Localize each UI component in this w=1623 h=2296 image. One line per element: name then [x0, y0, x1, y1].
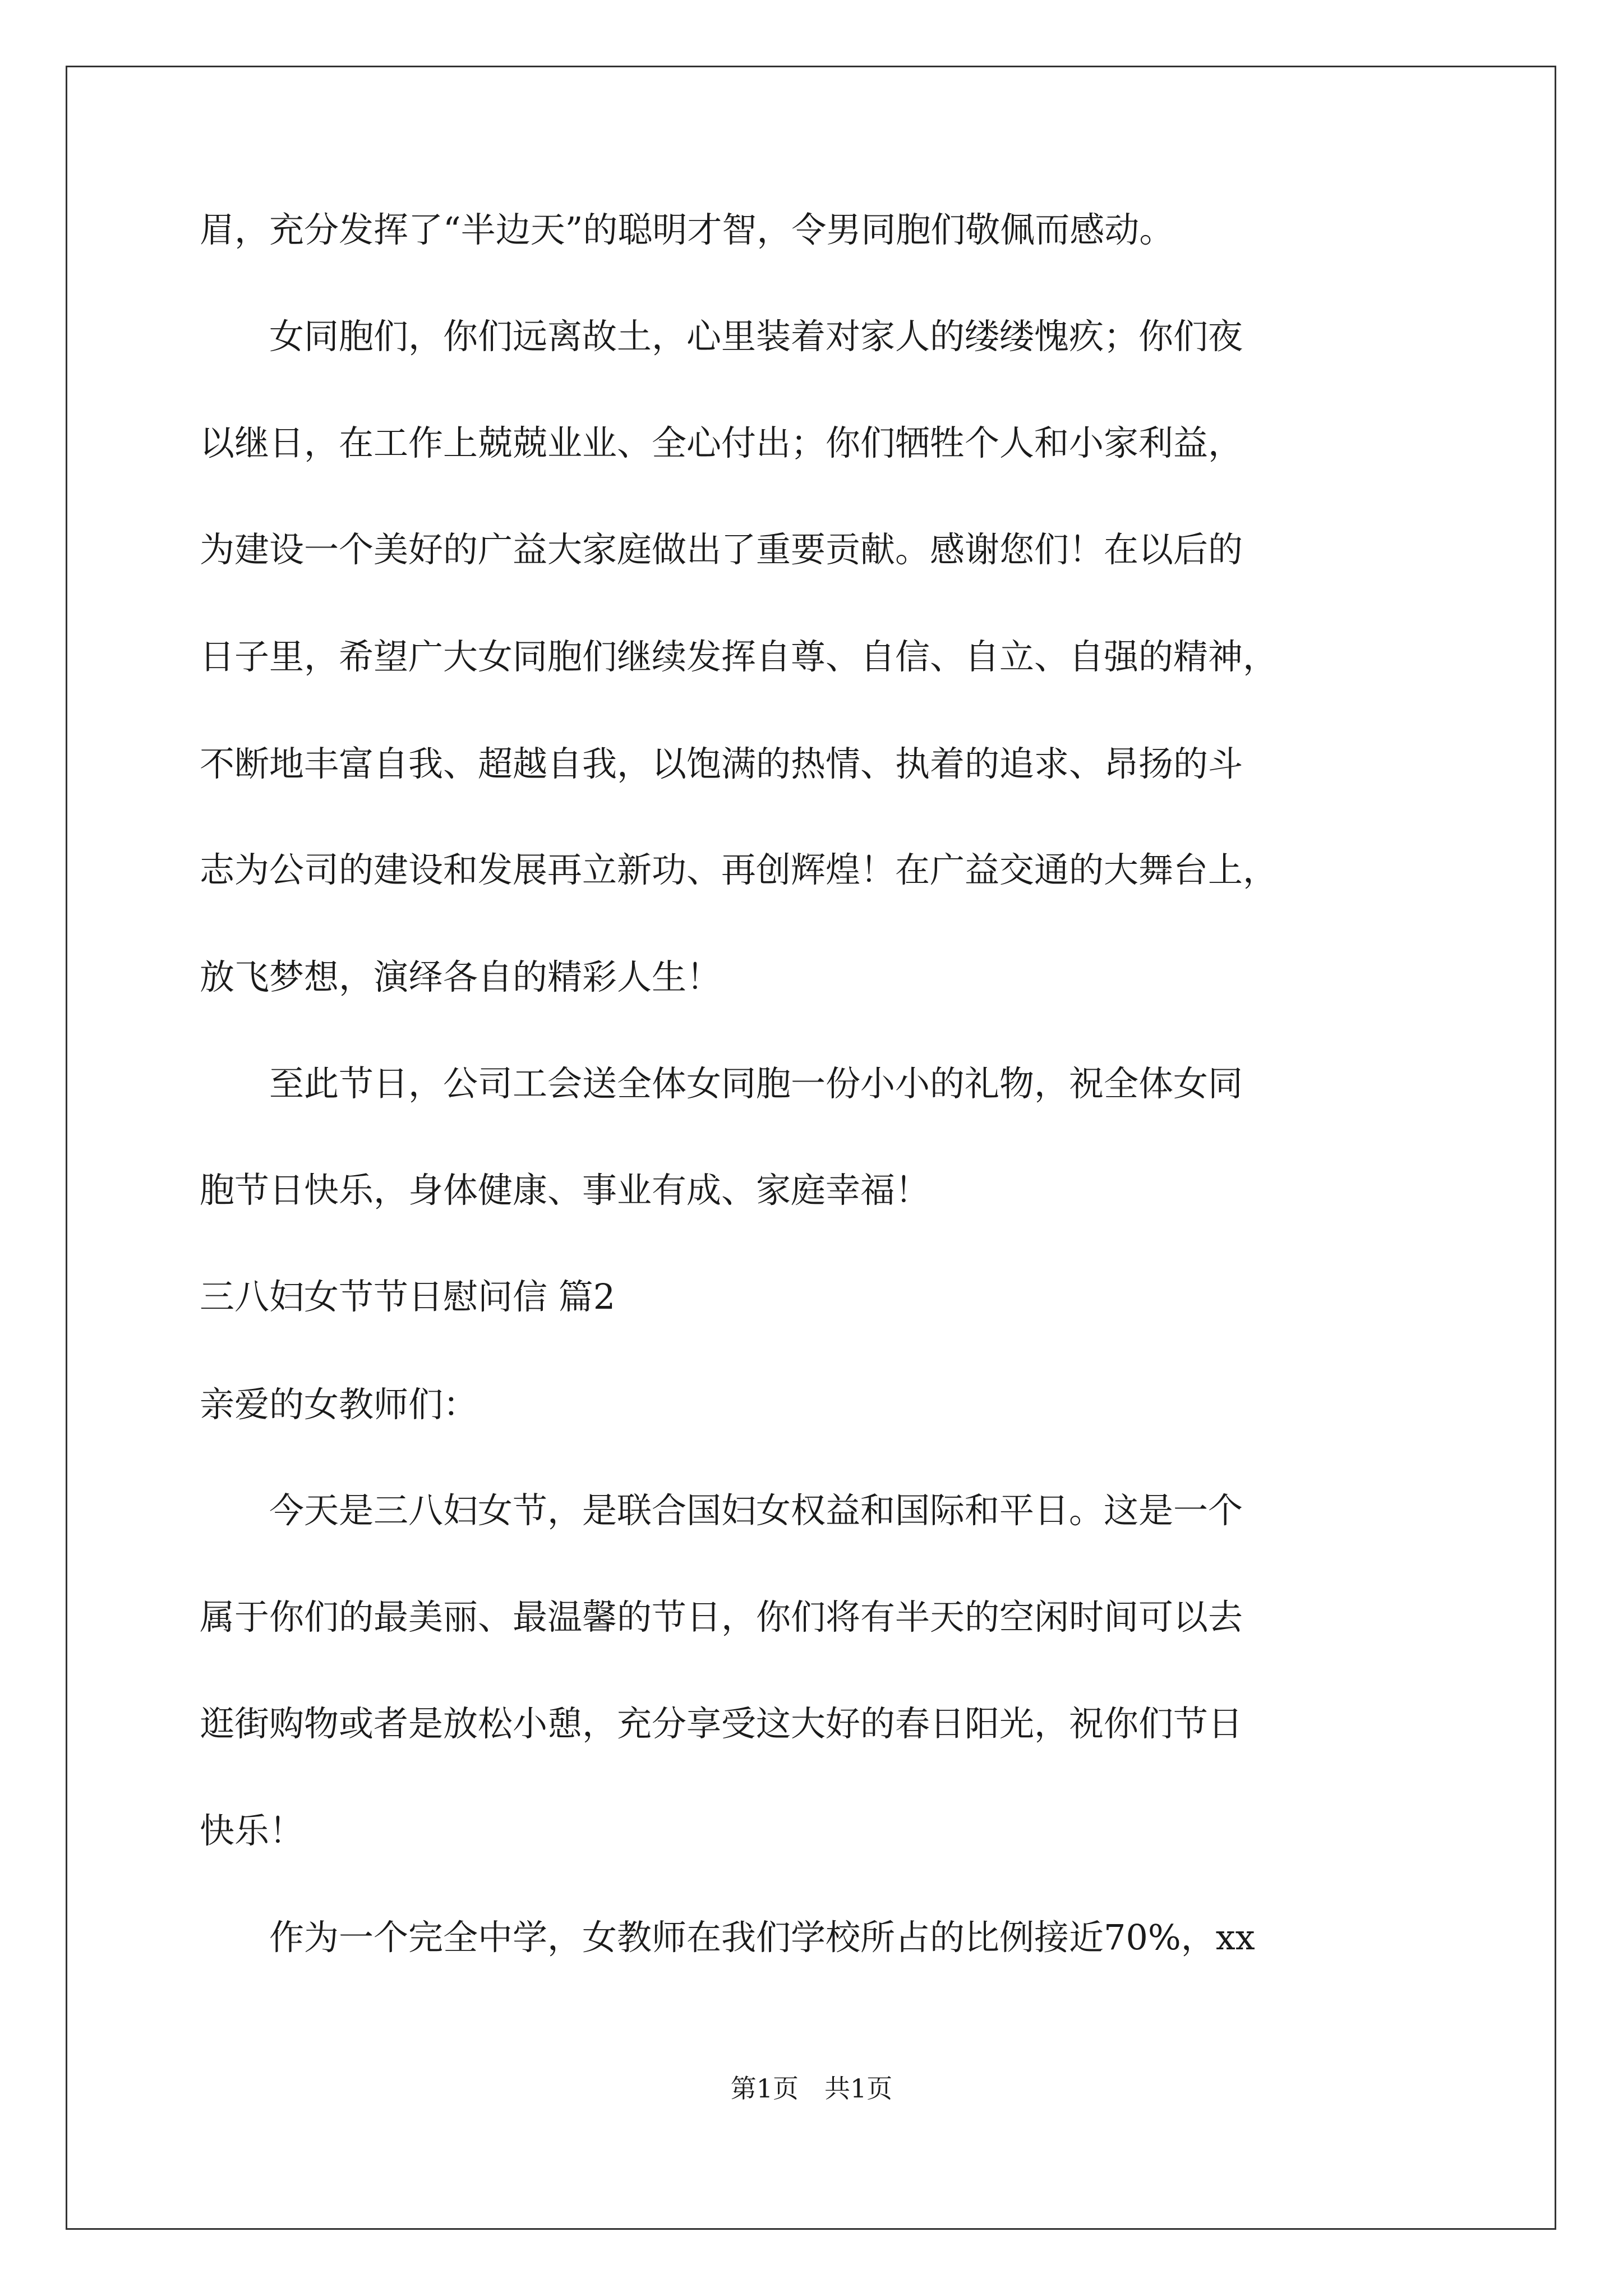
body-line-16: 快乐！ [200, 1810, 305, 1851]
body-line-14: 属于你们的最美丽、最温馨的节日，你们将有半天的空闲时间可以去 [200, 1596, 1243, 1637]
salutation: 亲爱的女教师们： [200, 1384, 478, 1425]
body-line-6: 不断地丰富自我、超越自我，以饱满的热情、执着的追求、昂扬的斗 [200, 743, 1243, 784]
page-number-footer: 第1页 共1页 [730, 2073, 893, 2104]
body-line-7: 志为公司的建设和发展再立新功、再创辉煌！在广益交通的大舞台上， [200, 849, 1278, 890]
body-line-2: 女同胞们，你们远离故土，心里装着对家人的缕缕愧疚；你们夜 [200, 316, 1243, 357]
page-border [66, 66, 1556, 2230]
body-line-15: 逛街购物或者是放松小憩，充分享受这大好的春日阳光，祝你们节日 [200, 1703, 1243, 1744]
body-line-8: 放飞梦想，演绎各自的精彩人生！ [200, 956, 722, 997]
section-heading: 三八妇女节节日慰问信 篇2 [200, 1276, 616, 1317]
body-line-9: 至此节日，公司工会送全体女同胞一份小小的礼物，祝全体女同 [200, 1063, 1243, 1104]
body-line-13: 今天是三八妇女节，是联合国妇女权益和国际和平日。这是一个 [200, 1490, 1243, 1531]
body-line-17: 作为一个完全中学，女教师在我们学校所占的比例接近70%，xx [200, 1917, 1255, 1958]
body-line-3: 以继日，在工作上兢兢业业、全心付出；你们牺牲个人和小家利益， [200, 422, 1243, 463]
body-line-4: 为建设一个美好的广益大家庭做出了重要贡献。感谢您们！在以后的 [200, 529, 1243, 570]
body-line-5: 日子里，希望广大女同胞们继续发挥自尊、自信、自立、自强的精神， [200, 636, 1278, 677]
body-line-10: 胞节日快乐，身体健康、事业有成、家庭幸福！ [200, 1170, 930, 1211]
body-line-1: 眉，充分发挥了“半边天”的聪明才智，令男同胞们敬佩而感动。 [200, 209, 1174, 250]
